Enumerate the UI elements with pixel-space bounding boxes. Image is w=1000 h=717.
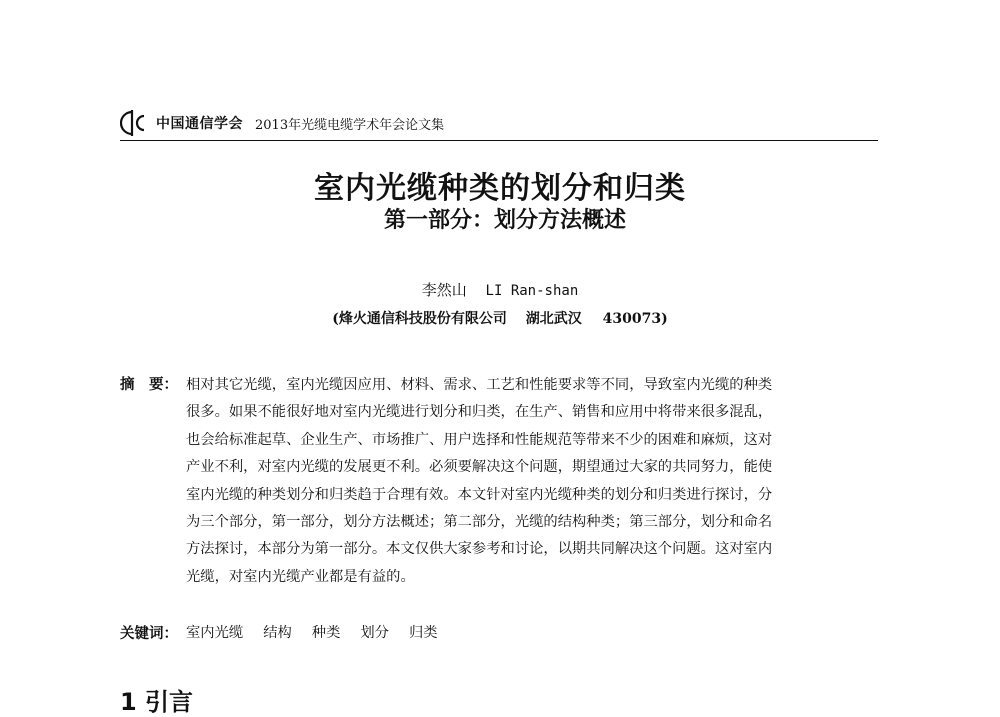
keyword: 种类 <box>311 625 341 641</box>
header-collection-title: 2013年光缆电缆学术年会论文集 <box>255 117 445 133</box>
keyword: 结构 <box>263 625 292 641</box>
paper-subtitle: 第一部分：划分方法概述 <box>383 208 626 233</box>
abstract-line: 相对其它光缆，室内光缆因应用、材料、需求、工艺和性能要求等不同，导致室内光缆的种类 <box>186 377 773 393</box>
author-name-cn: 李然山 <box>421 281 467 299</box>
keyword: 室内光缆 <box>186 625 244 641</box>
keyword: 归类 <box>408 625 438 641</box>
affiliation-postal: 430073) <box>602 311 668 327</box>
abstract-label: 摘 要： <box>120 377 178 393</box>
affiliation-org: (烽火通信科技股份有限公司 <box>332 311 507 327</box>
page-header <box>120 106 880 140</box>
keyword: 划分 <box>360 625 389 641</box>
paper-title: 室内光缆种类的划分和归类 <box>314 171 686 206</box>
society-logo-icon <box>120 109 148 137</box>
abstract-line: 产业不利，对室内光缆的发展更不利。必须要解决这个问题，期望通过大家的共同努力，能使 <box>186 459 773 476</box>
header-organization: 中国通信学会 <box>156 116 243 132</box>
keywords-list <box>186 622 438 642</box>
section-heading: 1 引言 <box>120 688 194 716</box>
abstract-line: 很多。如果不能很好地对室内光缆进行划分和归类，在生产、销售和应用中将带来很多混乱， <box>186 404 773 421</box>
abstract-line: 为三个部分，第一部分，划分方法概述；第二部分，光缆的结构种类；第三部分，划分和命名 <box>186 514 773 531</box>
abstract-line: 室内光缆的种类划分和归类趋于合理有效。本文针对室内光缆种类的划分和归类进行探讨，分 <box>186 486 773 503</box>
author-line <box>0 279 1000 300</box>
abstract-line: 也会给标准起草、企业生产、市场推广、用户选择和性能规范等带来不少的困难和麻烦，这对 <box>186 431 773 448</box>
header-divider <box>120 140 878 141</box>
abstract-line: 光缆，对室内光缆产业都是有益的。 <box>186 568 415 585</box>
abstract-body <box>186 372 880 591</box>
affiliation-location: 湖北武汉 <box>525 311 582 327</box>
abstract-line: 方法探讨，本部分为第一部分。本文仅供大家参考和讨论，以期共同解决这个问题。这对室内 <box>186 541 773 558</box>
author-name-en: LI Ran-shan <box>485 283 579 299</box>
keywords-label: 关键词： <box>120 626 178 642</box>
affiliation-line <box>0 308 1000 328</box>
